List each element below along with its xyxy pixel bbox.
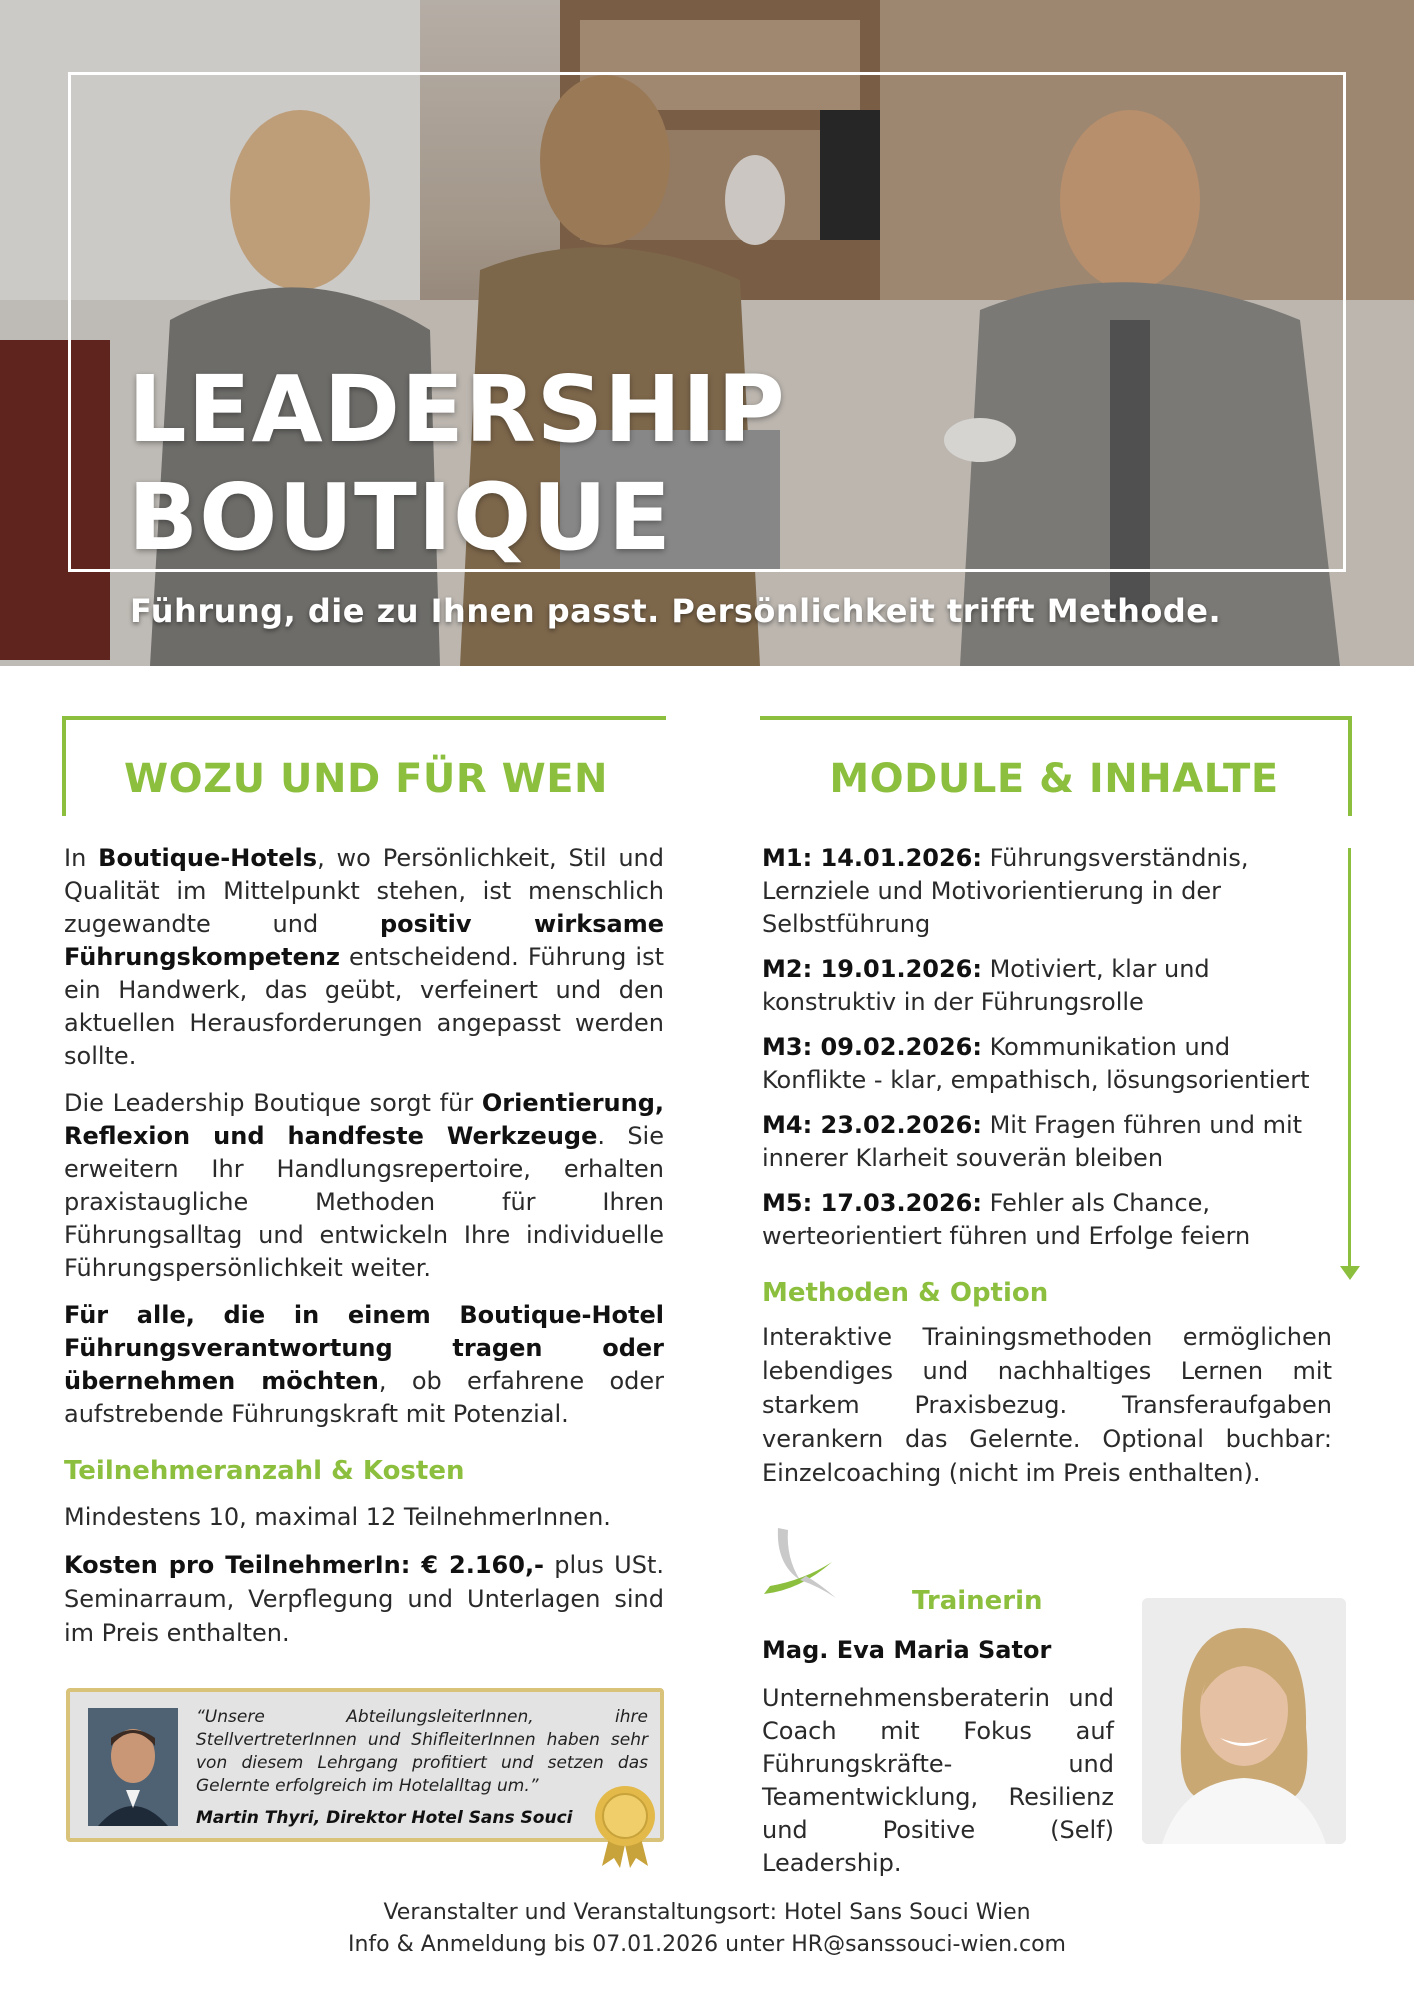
module-text: Mit Fragen führen und mit innerer Klarheit souverän bleiben	[762, 1111, 1303, 1172]
module-item-m5	[762, 1187, 1332, 1253]
module-text: Motiviert, klar und konstruktiv in der Führungsrolle	[762, 955, 1210, 1016]
module-item-m2	[762, 953, 1332, 1019]
timeline-line	[1348, 848, 1351, 1268]
text-run: plus USt. Seminarraum, Verpflegung und Unterlagen sind im Preis enthalten.	[64, 1551, 665, 1647]
bold-run: Für alle, die in einem Boutique-Hotel Führungsverantwortung tragen oder übernehmen möchten	[64, 1301, 664, 1395]
bold-run: Orientierung, Reflexion und handfeste Werkzeuge	[64, 1089, 664, 1150]
hero-title-line1: LEADERSHIP	[128, 356, 786, 463]
hero-subtitle: Führung, die zu Ihnen passt. Persönlichkeit trifft Methode.	[130, 592, 1222, 630]
text-run: In	[64, 844, 99, 872]
methods-heading: Methoden & Option	[762, 1278, 1049, 1308]
methods-section	[762, 1278, 1332, 1490]
hero-title-line2: BOUTIQUE	[128, 464, 672, 571]
methods-text: Interaktive Trainingsmethoden ermöglichen lebendiges und nachhaltiges Lernen mit starkem Praxisbezug. Transferaufgaben verankern das Gelernte. Optional buchbar: Einzelcoaching (nicht im Preis enthalten).	[762, 1323, 1332, 1487]
module-item-m3	[762, 1031, 1332, 1097]
module-item-m4	[762, 1109, 1332, 1175]
text-run: Die Leadership Boutique sorgt für	[64, 1089, 482, 1117]
costs-heading: Teilnehmeranzahl & Kosten	[64, 1456, 465, 1486]
benefit-paragraph	[64, 1087, 664, 1285]
trainer-label: Trainerin	[912, 1586, 1043, 1616]
text-run: , wo Persönlichkeit, Stil und Qualität im Mittelpunkt stehen, ist menschlich zugewandte und	[64, 844, 664, 938]
brand-logo-icon	[760, 1524, 842, 1602]
module-date: M1: 14.01.2026:	[762, 844, 982, 872]
trainer-portrait	[1142, 1598, 1346, 1844]
section-header-module	[760, 716, 1352, 816]
section-title-module: MODULE & INHALTE	[829, 756, 1279, 802]
module-date: M5: 17.03.2026:	[762, 1189, 982, 1217]
module-text: Fehler als Chance, werteorientiert führen und Erfolge feiern	[762, 1189, 1251, 1250]
module-date: M2: 19.01.2026:	[762, 955, 982, 983]
module-text: Führungsverständnis, Lernziele und Motivorientierung in der Selbstführung	[762, 844, 1249, 938]
bold-run: Boutique-Hotels	[98, 844, 318, 872]
gold-medal-icon	[590, 1784, 660, 1868]
participants-line: Mindestens 10, maximal 12 TeilnehmerInnen.	[64, 1503, 611, 1531]
bold-run: positiv wirksame Führungskompetenz	[64, 910, 664, 971]
audience-paragraph	[64, 1299, 664, 1431]
section-title-wozu: WOZU UND FÜR WEN	[123, 756, 609, 802]
hero-title	[128, 356, 1028, 572]
text-run: entscheidend. Führung ist ein Handwerk, das geübt, verfeinert und den aktuellen Herausforderungen angepasst werden sollte.	[64, 943, 664, 1070]
trainer-description: Unternehmensberaterin und Coach mit Fokus auf Führungskräfte- und Teamentwicklung, Resilienz und Positive (Self) Leadership.	[762, 1684, 1114, 1877]
module-date: M3: 09.02.2026:	[762, 1033, 982, 1061]
module-list	[762, 842, 1332, 1265]
text-run: , ob erfahrene oder aufstrebende Führungskraft mit Potenzial.	[64, 1367, 664, 1428]
costs-price: Kosten pro TeilnehmerIn: € 2.160,-	[64, 1551, 545, 1579]
costs-paragraph	[64, 1548, 664, 1650]
section-header-wozu	[62, 716, 666, 816]
module-item-m1	[762, 842, 1332, 941]
testimonial-text: “Unsere AbteilungsleiterInnen, ihre StellvertreterInnen und ShifleiterInnen haben sehr von diesem Lehrgang profitiert und setzen das Gelernte erfolgreich im Hotelalltag um.”	[196, 1707, 648, 1796]
intro-paragraph	[64, 842, 664, 1073]
arrow-down-icon	[1340, 1266, 1360, 1280]
trainer-name: Mag. Eva Maria Sator	[762, 1636, 1052, 1664]
text-run: . Sie erweitern Ihr Handlungsrepertoire, erhalten praxistaugliche Methoden für Ihren Führungsalltag und entwickeln Ihre individuelle Führungspersönlichkeit weiter.	[64, 1122, 664, 1282]
testimonial-avatar	[88, 1708, 178, 1826]
footer-organizer: Veranstalter und Veranstaltungsort: Hotel Sans Souci Wien	[383, 1900, 1031, 1925]
left-column	[64, 842, 664, 1664]
testimonial-box	[66, 1688, 664, 1842]
hero-image	[0, 0, 1414, 666]
module-date: M4: 23.02.2026:	[762, 1111, 982, 1139]
footer-registration: Info & Anmeldung bis 07.01.2026 unter HR@sanssouci-wien.com	[348, 1932, 1066, 1957]
module-text: Kommunikation und Konflikte - klar, empathisch, lösungsorientiert	[762, 1033, 1310, 1094]
testimonial-author: Martin Thyri, Direktor Hotel Sans Souci	[196, 1808, 573, 1828]
